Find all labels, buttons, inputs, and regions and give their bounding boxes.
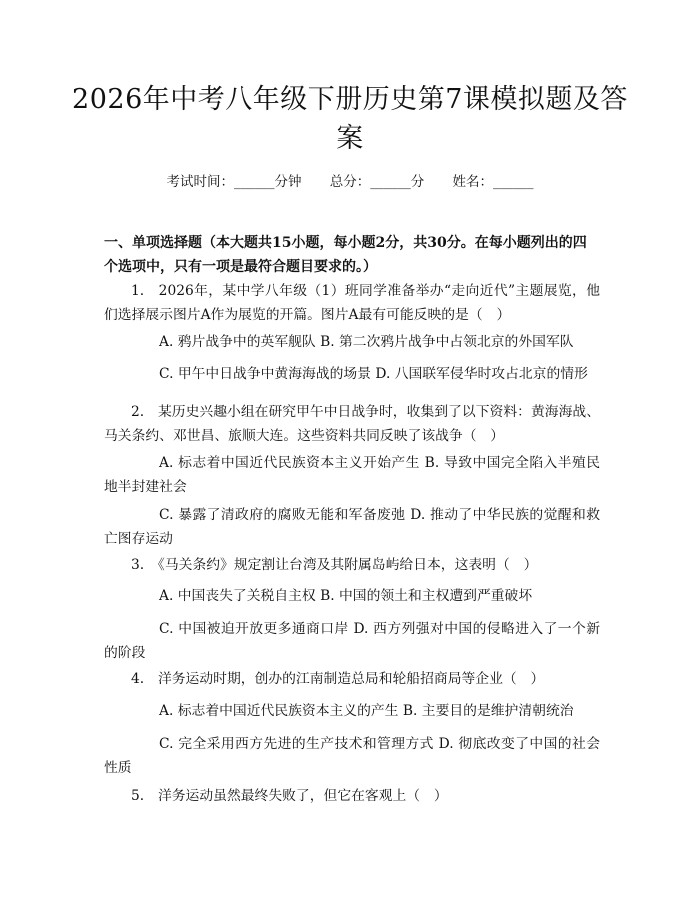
question-3-options-cd: C. 中国被迫开放更多通商口岸 D. 西方列强对中国的侵略进入了一个新的阶段 <box>104 621 600 661</box>
exam-score: 总分：______分 <box>329 174 425 190</box>
question-4-options-cd: C. 完全采用西方先进的生产技术和管理方式 D. 彻底改变了中国的社会性质 <box>104 736 600 776</box>
question-2-stem: 2. 某历史兴趣小组在研究甲午中日战争时，收集到了以下资料：黄海海战、马关条约、邓世昌、旅顺大连。这些资料共同反映了该战争（ ） <box>104 404 600 444</box>
section-heading: 一、单项选择题（本大题共15小题，每小题2分，共30分。在每小题列出的四个选项中，只有一项是最符合题目要求的。） <box>104 235 587 275</box>
question-1-stem: 1. 2026年，某中学八年级（1）班同学准备举办“走向近代”主题展览，他们选择展示图片A作为展览的开篇。图片A最有可能反映的是（ ） <box>104 283 600 323</box>
question-2-options-cd: C. 暴露了清政府的腐败无能和军备废弛 D. 推动了中华民族的觉醒和救亡图存运动 <box>104 507 600 547</box>
question-4-stem: 4. 洋务运动时期，创办的江南制造总局和轮船招商局等企业（ ） <box>131 671 545 687</box>
question-4-options-ab: A. 标志着中国近代民族资本主义的产生 B. 主要目的是维护清朝统治 <box>159 703 574 719</box>
exam-name: 姓名：______ <box>452 174 534 190</box>
page-title: 2026年中考八年级下册历史第7课模拟题及答案 <box>72 84 628 154</box>
question-3-options-ab: A. 中国丧失了关税自主权 B. 中国的领土和主权遭到严重破坏 <box>159 588 533 604</box>
question-2-options-ab: A. 标志着中国近代民族资本主义开始产生 B. 导致中国完全陷入半殖民地半封建社会 <box>104 455 600 495</box>
exam-time: 考试时间：______分钟 <box>166 174 302 190</box>
question-5-stem: 5. 洋务运动虽然最终失败了，但它在客观上（ ） <box>131 788 448 804</box>
exam-info <box>0 170 700 190</box>
question-1-options-cd: C. 甲午中日战争中黄海海战的场景 D. 八国联军侵华时攻占北京的情形 <box>159 366 588 382</box>
question-1-options-ab: A. 鸦片战争中的英军舰队 B. 第二次鸦片战争中占领北京的外国军队 <box>159 334 574 350</box>
question-3-stem: 3. 《马关条约》规定割让台湾及其附属岛屿给日本，这表明（ ） <box>131 557 538 573</box>
